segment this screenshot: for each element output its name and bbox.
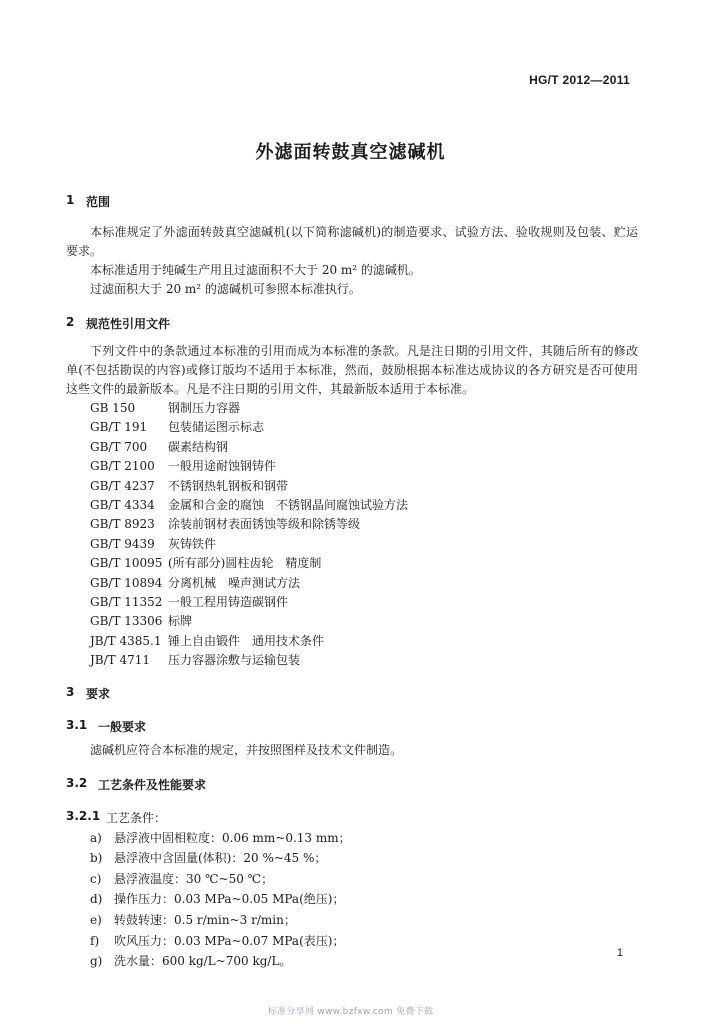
reference-list (66, 399, 638, 671)
reference-title: 压力容器涂敷与运输包装 (168, 653, 301, 668)
reference-item (66, 418, 638, 437)
item-label: a) (90, 830, 102, 845)
item-text: 洗水量：600 kg/L~700 kg/L。 (114, 954, 292, 969)
reference-title: 一般工程用铸造碳钢件 (168, 595, 289, 610)
reference-code: JB/T 4385.1 (90, 633, 162, 648)
item-label: b) (90, 851, 103, 866)
section-number: 1 (66, 193, 75, 207)
scope-paragraph: 本标准适用于纯碱生产用且过滤面积不大于 20 m² 的滤碱机。 (90, 263, 421, 277)
section-number: 3.1 (66, 717, 88, 732)
section-number: 3.2.1 (66, 808, 101, 823)
reference-code: GB/T 191 (90, 420, 148, 435)
section-3-heading (66, 685, 638, 702)
section-title: 工艺条件及性能要求 (98, 777, 207, 792)
references-intro: 下列文件中的条款通过本标准的引用而成为本标准的条款。凡是注日期的引用文件，其随后所有的修改单(不包括勘误的内容)或修订版均不适用于本标准，然而，鼓励根据本标准达成协议的各方研究是否可使用这些文件的最新版本。凡是不注日期的引用文件，其最新版本适用于本标准。 (66, 344, 638, 396)
reference-title: 涂装前钢材表面锈蚀等级和除锈等级 (168, 517, 361, 532)
reference-code: GB/T 11352 (90, 595, 163, 610)
page-number: 1 (616, 947, 623, 959)
item-text: 吹风压力：0.03 MPa~0.07 MPa(表压)； (114, 933, 345, 948)
reference-code: GB/T 4334 (90, 498, 155, 513)
standard-code: HG/T 2012—2011 (529, 73, 630, 87)
reference-title: 不锈钢热轧钢板和钢带 (168, 478, 289, 493)
reference-code: GB 150 (90, 401, 136, 415)
section-number: 3.2 (66, 775, 88, 790)
reference-title: 灰铸铁件 (168, 536, 217, 551)
reference-code: GB/T 2100 (90, 459, 155, 474)
reference-code: JB/T 4711 (90, 653, 151, 668)
reference-code: GB/T 700 (90, 439, 148, 454)
section-1-heading (66, 193, 638, 210)
item-text: 转鼓转速：0.5 r/min~3 r/min； (114, 913, 296, 928)
reference-item (66, 477, 638, 496)
item-text: 悬浮液中含固量(体积)：20 %~45 %； (114, 851, 327, 866)
condition-item (66, 848, 638, 869)
reference-title: 碳素结构钢 (168, 439, 229, 454)
subsection-3-2-heading (66, 776, 638, 793)
reference-item (66, 612, 638, 631)
section-title: 范围 (86, 195, 111, 209)
reference-title: 金属和合金的腐蚀 不锈钢晶间腐蚀试验方法 (168, 498, 409, 513)
section-title: 规范性引用文件 (86, 317, 171, 331)
subsection-3-1-heading (66, 718, 638, 735)
item-text: 操作压力：0.03 MPa~0.05 MPa(绝压)； (114, 892, 345, 907)
document-body (66, 193, 638, 972)
reference-code: GB/T 9439 (90, 536, 155, 551)
reference-title: 包装储运图示标志 (168, 420, 265, 435)
condition-item (66, 889, 638, 910)
item-label: c) (90, 871, 102, 886)
item-label: f) (90, 933, 100, 948)
reference-item (66, 554, 638, 573)
scope-paragraph: 本标准规定了外滤面转鼓真空滤碱机(以下简称滤碱机)的制造要求、试验方法、验收规则及包装、贮运要求。 (66, 225, 638, 258)
section-2-heading (66, 315, 638, 332)
reference-code: GB/T 4237 (90, 478, 155, 493)
reference-item (66, 593, 638, 612)
item-label: g) (90, 954, 103, 969)
reference-title: 锤上自由锻件 通用技术条件 (168, 633, 325, 648)
reference-title: 分离机械 噪声测试方法 (168, 575, 301, 590)
reference-item (66, 632, 638, 651)
reference-title: (所有部分)圆柱齿轮 精度制 (168, 556, 322, 571)
condition-item (66, 931, 638, 952)
reference-code: GB/T 10894 (90, 575, 163, 590)
condition-item (66, 828, 638, 849)
watermark-footer: 标准分享网 www.bzfxw.com 免费下载 (267, 1007, 434, 1017)
condition-item (66, 910, 638, 931)
reference-item (66, 574, 638, 593)
item-text: 悬浮液中固相粒度：0.06 mm~0.13 mm； (114, 830, 351, 845)
reference-item (66, 535, 638, 554)
section-title: 一般要求 (98, 719, 147, 734)
section-number: 3 (66, 684, 75, 699)
section-title: 工艺条件： (106, 810, 167, 825)
reference-item (66, 496, 638, 515)
reference-code: GB/T 8923 (90, 517, 155, 532)
reference-code: GB/T 13306 (90, 614, 163, 629)
reference-code: GB/T 10095 (90, 556, 163, 571)
condition-item (66, 951, 638, 972)
reference-item (66, 515, 638, 534)
reference-item (66, 651, 638, 670)
subsection-3-2-1-heading (66, 809, 638, 826)
section-number: 2 (66, 315, 75, 329)
reference-item (66, 438, 638, 457)
item-label: d) (90, 892, 103, 907)
reference-title: 一般用途耐蚀钢铸件 (168, 459, 277, 474)
document-title: 外滤面转鼓真空滤碱机 (255, 142, 446, 163)
reference-item (66, 457, 638, 476)
reference-item (66, 399, 638, 418)
section-title: 要求 (86, 686, 111, 701)
condition-item (66, 869, 638, 890)
reference-title: 钢制压力容器 (168, 401, 241, 415)
reference-title: 标牌 (168, 614, 193, 629)
general-requirement-text: 滤碱机应符合本标准的规定，并按照图样及技术文件制造。 (90, 742, 403, 757)
process-conditions-list (66, 828, 638, 972)
scope-paragraph: 过滤面积大于 20 m² 的滤碱机可参照本标准执行。 (90, 282, 361, 296)
item-text: 悬浮液温度：30 ℃~50 ℃； (114, 871, 274, 886)
item-label: e) (90, 913, 102, 928)
